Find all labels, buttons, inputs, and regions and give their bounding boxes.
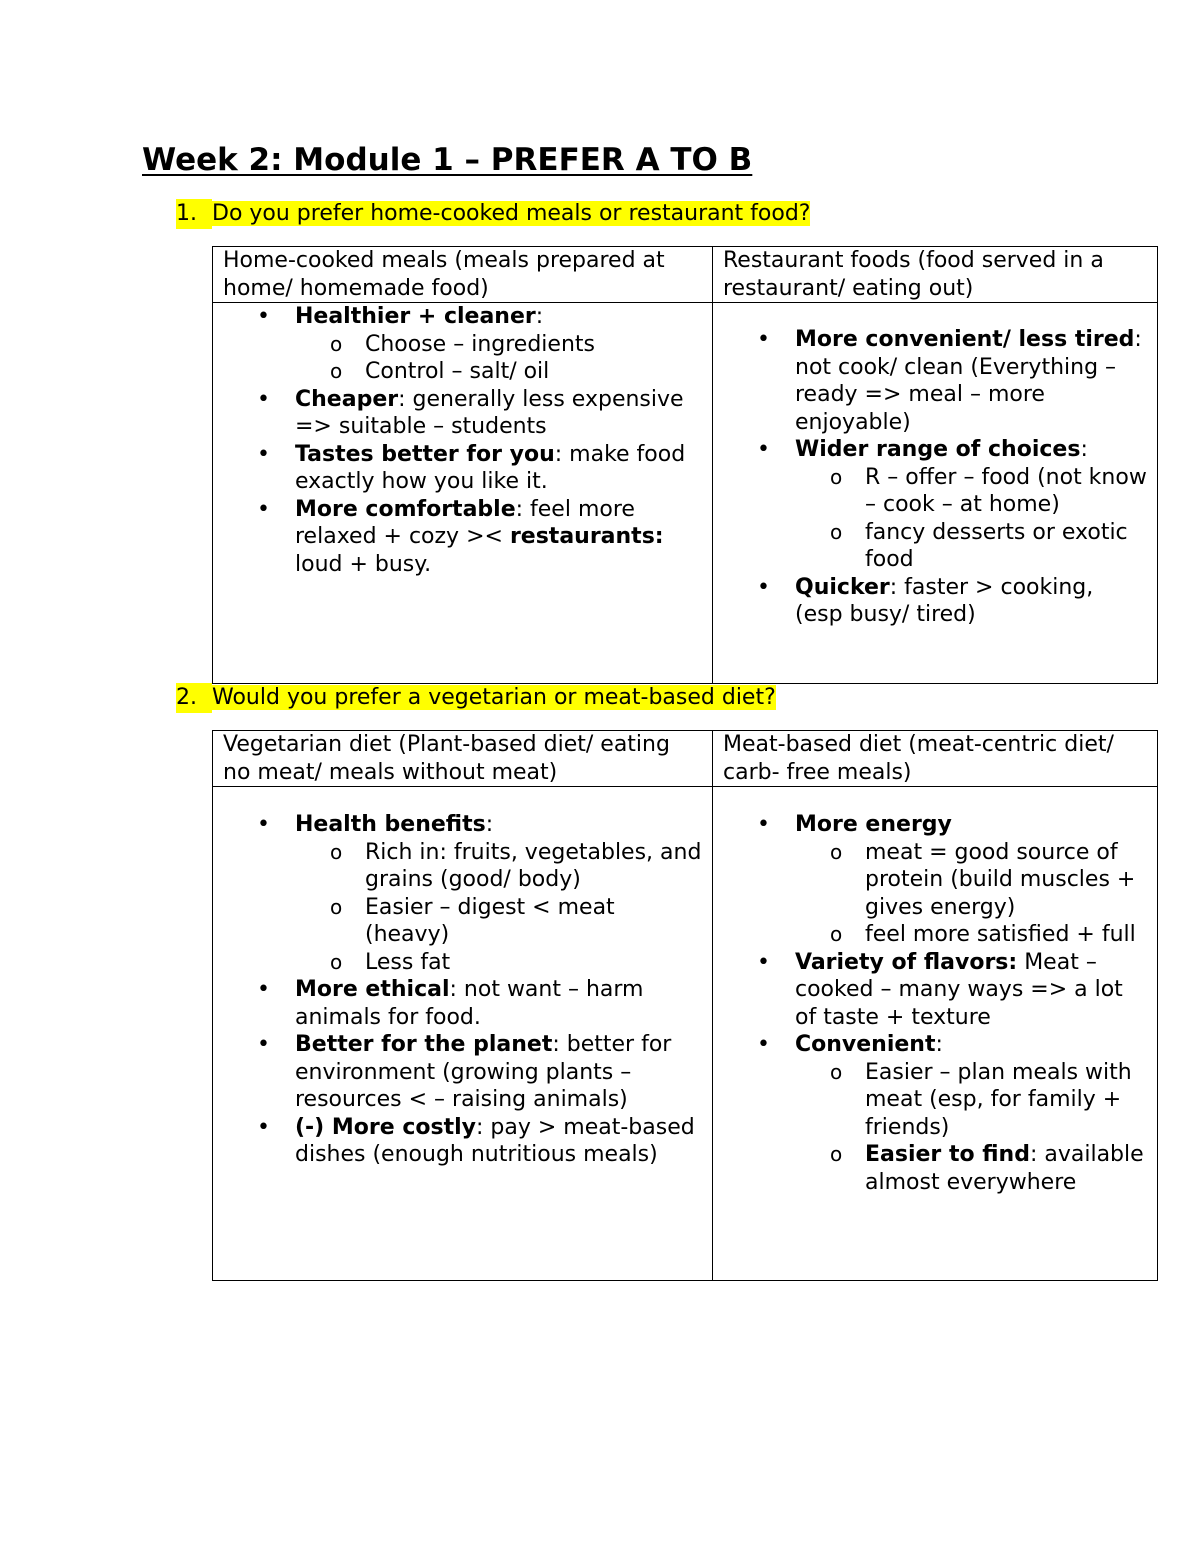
page-title: Week 2: Module 1 – PREFER A TO B (142, 142, 753, 178)
sub-list-item: o Easier – digest < meat (heavy) (365, 894, 702, 949)
sub-list-item: o Easier to find: available almost everywhere (865, 1141, 1147, 1196)
restaurant-header: Restaurant foods (food served in a restaurant/ eating out) (713, 247, 1158, 303)
sub-list-item: o feel more satisfied + full (865, 921, 1147, 949)
sub-list-item: o R – offer – food (not know – cook – at home) (865, 464, 1147, 519)
sub-list-item: o meat = good source of protein (build muscles + gives energy) (865, 839, 1147, 922)
comparison-table-1 (212, 246, 1158, 684)
list-item: • Convenient: o Easier – plan meals with meat (esp, for family + friends) o Easier to find: available almost everywhere (795, 1031, 1147, 1196)
list-item: • More ethical: not want – harm animals for food. (295, 976, 702, 1031)
sub-list-item: o Control – salt/ oil (365, 358, 702, 386)
list-item: • (-) More costly: pay > meat-based dishes (enough nutritious meals) (295, 1114, 702, 1169)
sub-list-item: o Easier – plan meals with meat (esp, for family + friends) (865, 1059, 1147, 1142)
list-item: • Better for the planet: better for environment (growing plants – resources < – raising animals) (295, 1031, 702, 1114)
list-item: • Variety of flavors: Meat – cooked – many ways => a lot of taste + texture (795, 949, 1147, 1032)
question-2 (176, 683, 776, 713)
question-1-number: 1. (176, 199, 212, 229)
list-item: • More energy o meat = good source of protein (build muscles + gives energy) o feel more satisfied + full (795, 811, 1147, 949)
list-item: • Health benefits: o Rich in: fruits, vegetables, and grains (good/ body) o Easier – digest < meat (heavy) o Less fat (295, 811, 702, 976)
meat-based-header: Meat-based diet (meat-centric diet/ carb- free meals) (713, 731, 1158, 787)
sub-list-item: o Choose – ingredients (365, 331, 702, 359)
list-item: • Healthier + cleaner: o Choose – ingredients o Control – salt/ oil (295, 303, 702, 386)
sub-list-item: o Less fat (365, 949, 702, 977)
comparison-table-2 (212, 730, 1158, 1281)
vegetarian-cell (213, 787, 713, 1281)
list-item: • Cheaper: generally less expensive => suitable – students (295, 386, 702, 441)
question-1 (176, 199, 810, 229)
sub-list-item: o fancy desserts or exotic food (865, 519, 1147, 574)
list-item: • Quicker: faster > cooking, (esp busy/ tired) (795, 574, 1147, 629)
list-item: • Wider range of choices: o R – offer – food (not know – cook – at home) o fancy desserts or exotic food (795, 436, 1147, 574)
sub-list-item: o Rich in: fruits, vegetables, and grains (good/ body) (365, 839, 702, 894)
restaurant-cell (713, 303, 1158, 684)
vegetarian-header: Vegetarian diet (Plant-based diet/ eating no meat/ meals without meat) (213, 731, 713, 787)
meat-based-cell (713, 787, 1158, 1281)
list-item: • Tastes better for you: make food exactly how you like it. (295, 441, 702, 496)
home-cooked-cell (213, 303, 713, 684)
question-2-text: Would you prefer a vegetarian or meat-based diet? (212, 685, 776, 710)
question-1-text: Do you prefer home-cooked meals or restaurant food? (212, 201, 811, 226)
home-cooked-header: Home-cooked meals (meals prepared at home/ homemade food) (213, 247, 713, 303)
question-2-number: 2. (176, 683, 212, 713)
list-item: • More comfortable: feel more relaxed + cozy >< restaurants: loud + busy. (295, 496, 702, 579)
list-item: • More convenient/ less tired: not cook/ clean (Everything – ready => meal – more enjoyable) (795, 326, 1147, 436)
